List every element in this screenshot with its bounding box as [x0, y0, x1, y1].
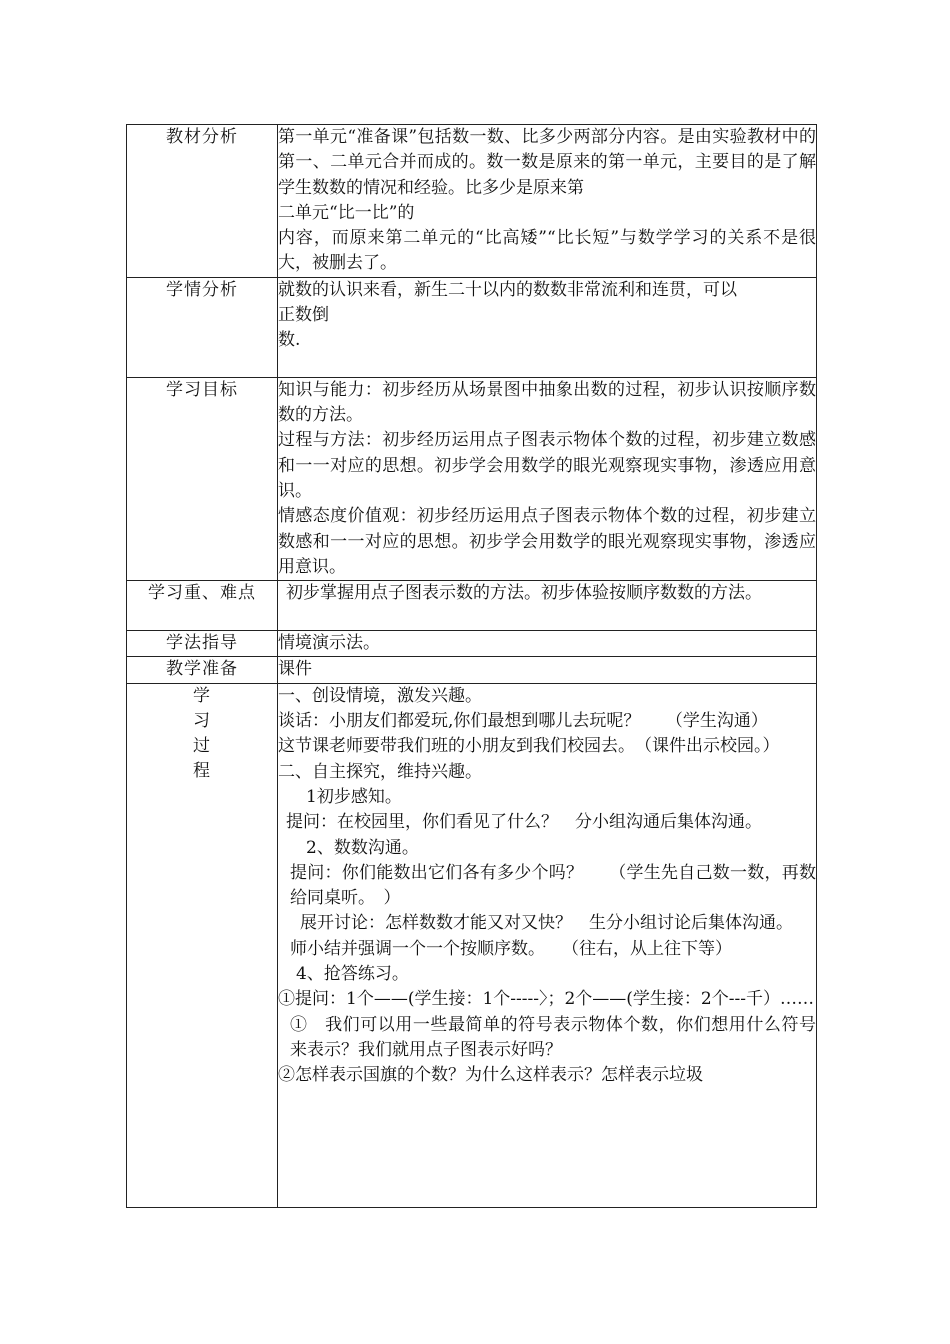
process-line: 提问：在校园里，你们看见了什么？ 分小组沟通后集体沟通。	[286, 812, 762, 833]
content-goals	[278, 377, 817, 580]
guide-text: 情境演示法。	[278, 633, 380, 654]
process-line: 4、抢答练习。	[296, 964, 409, 985]
process-line: 1初步感知。	[306, 786, 402, 807]
label-process	[127, 683, 278, 1207]
process-line: 师小结并强调一个一个按顺序数。 （往右，从上往下等）	[290, 938, 732, 959]
process-line: ① 我们可以用一些最简单的符号表示物体个数，你们想用什么符号来表示？我们就用点子图表示好吗？	[290, 1014, 816, 1060]
label-goals: 学习目标	[127, 377, 278, 580]
content-material	[278, 125, 817, 278]
process-line: ②怎样表示国旗的个数？为什么这样表示？怎样表示垃圾	[278, 1065, 703, 1086]
content-process	[278, 683, 817, 1207]
row-key	[127, 581, 817, 631]
goals-process: 过程与方法：初步经历运用点子图表示物体个数的过程，初步建立数感和一一对应的思想。初步学会用数学的眼光观察现实事物，渗透应用意识。	[278, 430, 816, 501]
prep-text: 课件	[278, 659, 312, 680]
goals-knowledge: 知识与能力：初步经历从场景图中抽象出数的过程，初步认识按顺序数数的方法。	[278, 379, 816, 426]
process-line: 谈话：小朋友们都爱玩,你们最想到哪儿去玩呢？ （学生沟通）	[278, 711, 768, 732]
process-line: 展开讨论：怎样数数才能又对又快？ 生分小组讨论后集体沟通。	[300, 913, 793, 934]
student-line-1: 就数的认识来看，新生二十以内的数数非常流利和连贯，可以	[278, 279, 737, 300]
content-student	[278, 277, 817, 377]
process-line: ①提问：1个——(学生接：1个-----〉；2个——(学生接：2个---千）……	[278, 989, 814, 1010]
row-process	[127, 683, 817, 1207]
label-prep: 教学准备	[127, 657, 278, 683]
process-label-char: 习	[193, 710, 211, 731]
process-label-char: 学	[193, 685, 211, 706]
student-line-2: 正数倒	[278, 305, 329, 326]
goals-attitude: 情感态度价值观：初步经历运用点子图表示物体个数的过程，初步建立数感和一一对应的思想。初步学会用数学的眼光观察现实事物，渗透应用意识。	[278, 506, 816, 577]
lesson-plan-table	[126, 124, 817, 1208]
content-prep	[278, 657, 817, 683]
content-key	[278, 581, 817, 631]
student-line-3: 数.	[278, 330, 301, 351]
process-line: 二、自主探究，维持兴趣。	[278, 761, 482, 782]
content-guide	[278, 631, 817, 657]
process-line: 这节课老师要带我们班的小朋友到我们校园去。 （课件出示校园。）	[278, 736, 780, 757]
process-line: 一、创设情境，激发兴趣。	[278, 685, 482, 706]
label-material: 教材分析	[127, 125, 278, 278]
label-student: 学情分析	[127, 277, 278, 377]
row-student	[127, 277, 817, 377]
process-label-char: 过	[193, 735, 211, 756]
row-goals	[127, 377, 817, 580]
material-line-2: 二单元“比一比”的	[278, 202, 415, 223]
key-text: 初步掌握用点子图表示数的方法。初步体验按顺序数数的方法。	[286, 583, 762, 604]
row-guide	[127, 631, 817, 657]
material-line-3: 内容，而原来第二单元的“比高矮”“比长短”与数学学习的关系不是很大，被删去了。	[278, 228, 816, 274]
process-line: 2、数数沟通。	[306, 837, 419, 858]
material-line-1: 第一单元“准备课”包括数一数、比多少两部分内容。是由实验教材中的第一、二单元合并而成的。数一数是原来的第一单元，主要目的是了解学生数数的情况和经验。比多少是原来第	[278, 127, 816, 198]
label-guide: 学法指导	[127, 631, 278, 657]
process-label-char: 程	[193, 760, 211, 781]
label-key: 学习重、难点	[127, 581, 278, 631]
row-prep	[127, 657, 817, 683]
process-line: 提问：你们能数出它们各有多少个吗？ （学生先自己数一数，再数给同桌听。 ）	[290, 862, 816, 909]
row-material	[127, 125, 817, 278]
